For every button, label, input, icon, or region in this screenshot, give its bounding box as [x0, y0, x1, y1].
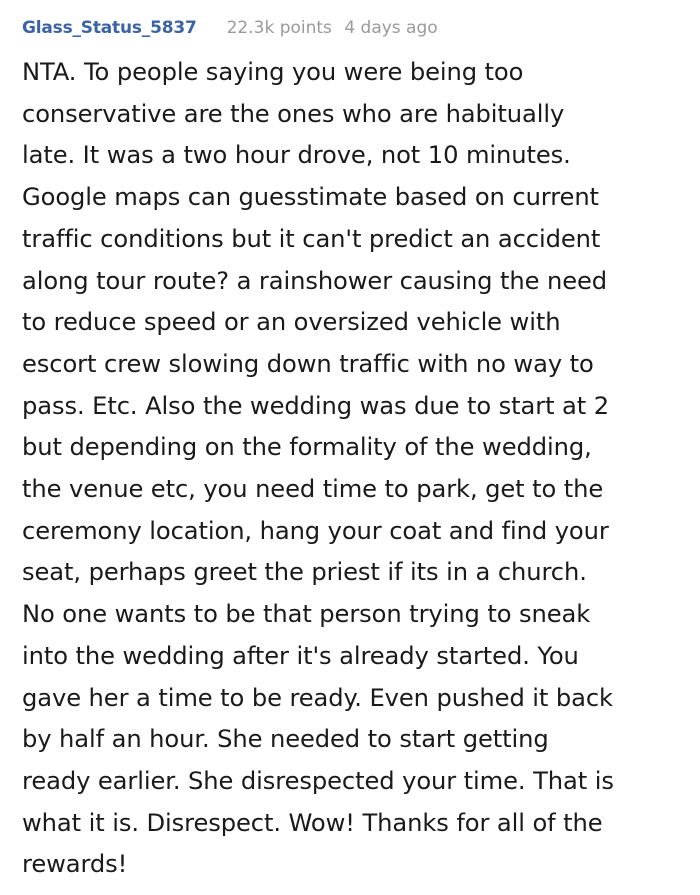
comment-author-link[interactable]: Glass_Status_5837 [22, 18, 197, 38]
comment-points: 22.3k points [226, 18, 332, 38]
comment-body: NTA. To people saying you were being too conservative are the ones who are habitually late. It was a two hour drove, not 10 minutes. Google maps can guesstimate based on current traffic conditions but it can't predict an accident along tour route? a rainshower causing the need to reduce speed or an oversized vehicle with escort crew slowing down traffic with no way to pass. Etc. Also the wedding was due to start at 2 but depending on the formality of the wedding, the venue etc, you need time to park, get to the ceremony location, hang your coat and find your seat, perhaps greet the priest if its in a church. No one wants to be that person trying to sneak into the wedding after it's already started. You gave her a time to be ready. Even pushed it back by half an hour. She needed to start getting ready earlier. She disrespected your time. That is what it is. Disrespect. Wow! Thanks for all of the rewards! [22, 58, 614, 879]
comment-meta [22, 18, 678, 46]
comment-age: 4 days ago [344, 18, 438, 38]
comment-stats [227, 18, 438, 38]
